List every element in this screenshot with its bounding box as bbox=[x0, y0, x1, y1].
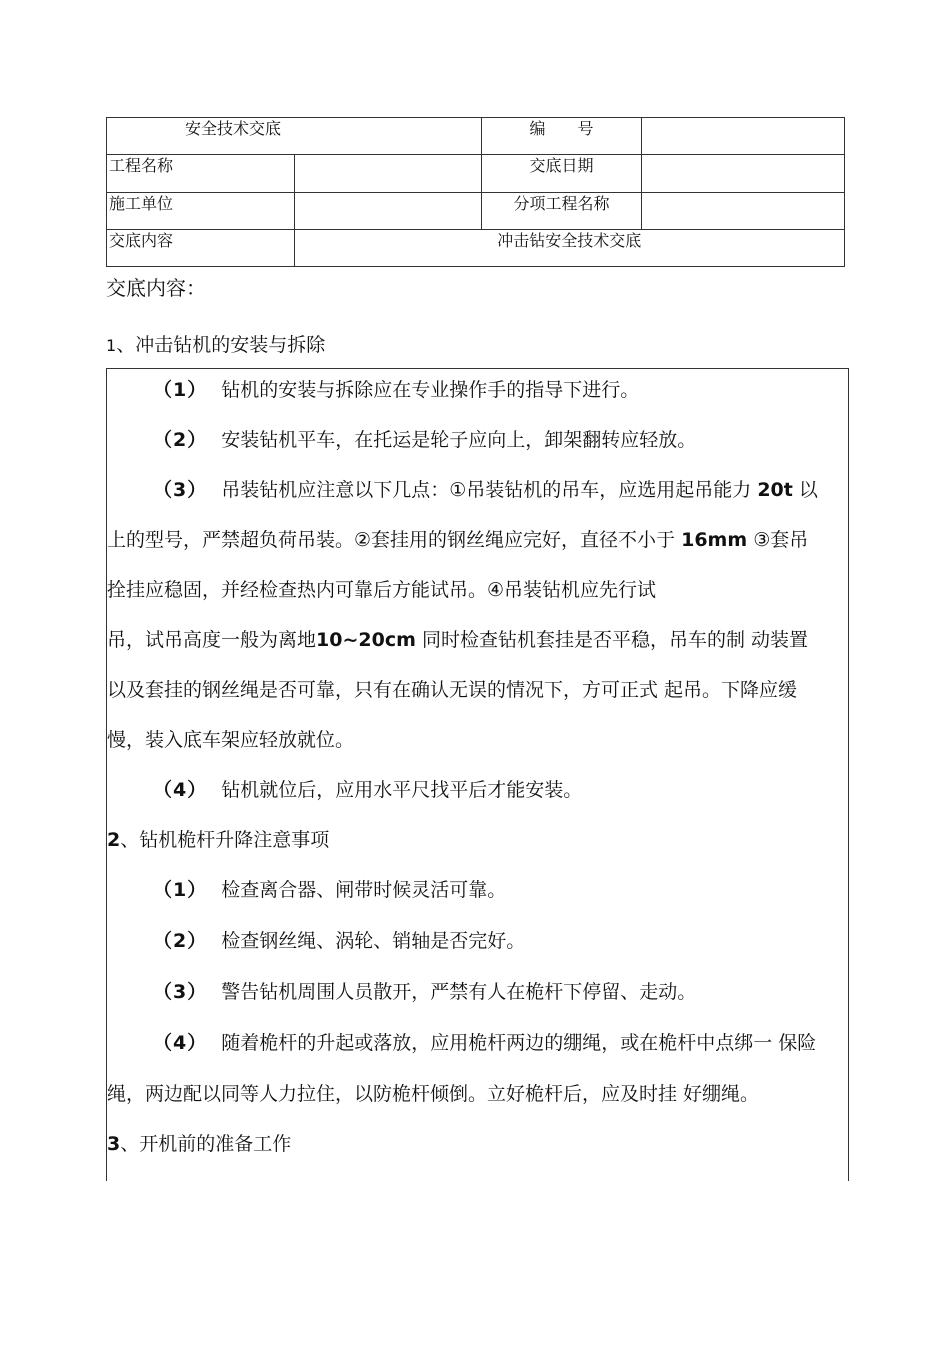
sub-project-value bbox=[642, 192, 845, 229]
s2-item3: （3） 警告钻机周围人员散开，严禁有人在桅杆下停留、走动。 bbox=[153, 981, 697, 1003]
section1-number: 1 bbox=[106, 336, 117, 355]
s1-item4: （4） 钻机就位后，应用水平尺找平后才能安装。 bbox=[153, 779, 583, 801]
project-name-value bbox=[294, 155, 482, 192]
content-value: 冲击钻安全技术交底 bbox=[294, 229, 845, 266]
s1-item3-line2: 上的型号，严禁超负荷吊装。②套挂用的钢丝绳应完好，直径不小于 16mm ③套吊 bbox=[107, 529, 809, 551]
header-title: 安全技术交底 bbox=[107, 118, 482, 155]
header-table bbox=[106, 117, 845, 267]
date-label: 交底日期 bbox=[482, 155, 642, 192]
number-label: 编 号 bbox=[482, 118, 642, 155]
section1-heading bbox=[106, 330, 325, 357]
s1-item3-line1: （3） 吊装钻机应注意以下几点：①吊装钻机的吊车，应选用起吊能力 20t 以 bbox=[153, 479, 818, 501]
s2-item4-line2: 绳，两边配以同等人力拉住，以防桅杆倾倒。立好桅杆后，应及时挂 好绷绳。 bbox=[107, 1083, 760, 1105]
s1-item1: （1） 钻机的安装与拆除应在专业操作手的指导下进行。 bbox=[153, 379, 640, 401]
number-value bbox=[642, 118, 845, 155]
content-heading: 交底内容： bbox=[106, 276, 206, 300]
s1-item3-line4: 吊，试吊高度一般为离地10~20cm 同时检查钻机套挂是否平稳，吊车的制 动装置 bbox=[107, 629, 808, 651]
section3-heading: 3、开机前的准备工作 bbox=[107, 1133, 292, 1155]
content-box bbox=[106, 368, 849, 1181]
s1-item3-line3: 拴挂应稳固，并经检查热内可靠后方能试吊。④吊装钻机应先行试 bbox=[107, 579, 657, 601]
s1-item2: （2） 安装钻机平车，在托运是轮子应向上，卸架翻转应轻放。 bbox=[153, 429, 697, 451]
s2-item4-line1: （4） 随着桅杆的升起或落放，应用桅杆两边的绷绳，或在桅杆中点绑一 保险 bbox=[153, 1032, 817, 1054]
unit-label: 施工单位 bbox=[107, 192, 295, 229]
date-value bbox=[642, 155, 845, 192]
sub-project-label: 分项工程名称 bbox=[482, 192, 642, 229]
section1-title: 、冲击钻机的安装与拆除 bbox=[116, 334, 326, 356]
section2-heading: 2、钻机桅杆升降注意事项 bbox=[107, 829, 330, 851]
s1-item3-line5: 以及套挂的钢丝绳是否可靠，只有在确认无误的情况下，方可正式 起吊。下降应缓 bbox=[107, 679, 798, 701]
unit-value bbox=[294, 192, 482, 229]
s2-item2: （2） 检查钢丝绳、涡轮、销轴是否完好。 bbox=[153, 930, 526, 952]
s1-item3-line6: 慢，装入底车架应轻放就位。 bbox=[107, 729, 355, 751]
project-name-label: 工程名称 bbox=[107, 155, 295, 192]
content-label: 交底内容 bbox=[107, 229, 295, 266]
s2-item1: （1） 检查离合器、闸带时候灵活可靠。 bbox=[153, 879, 507, 901]
